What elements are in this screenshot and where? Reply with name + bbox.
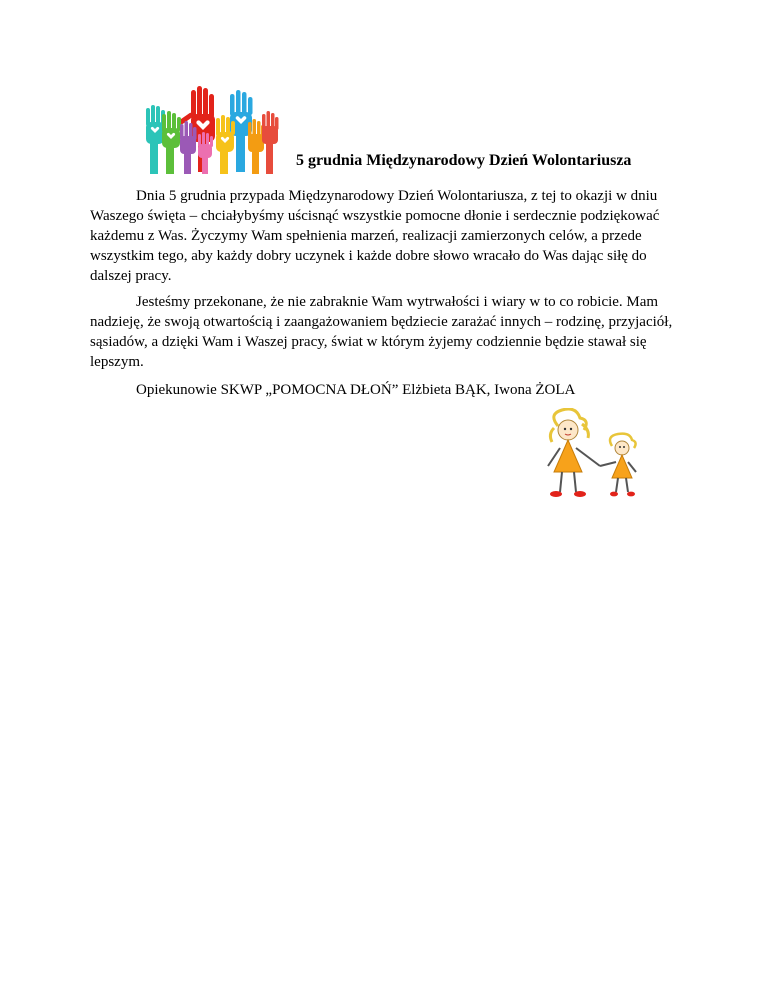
hand-purple [180, 121, 197, 174]
page-title: 5 grudnia Międzynarodowy Dzień Wolontariusza [296, 152, 632, 169]
signature-line: Opiekunowie SKWP „POMOCNA DŁOŃ” Elżbieta BĄK, Iwona ŻOLA [136, 382, 576, 398]
small-girl-figure [600, 434, 636, 497]
hand-green [162, 111, 181, 174]
paragraph-wishes: Jesteśmy przekonane, że nie zabraknie Wam wytrwałości i wiary w to co robicie. Mam nadzieję, że swoją otwartością i zaangażowaniem będziecie zarażać innych – rodzinę, przyjaciół, sąsiadów, a dzięki Wam i Waszej pracy, świat w którym żyjemy codziennie będzie stawał się lepszym. [90, 294, 673, 370]
colorful-hands-icon [136, 86, 286, 180]
big-girl-figure [548, 409, 600, 497]
hand-red-right [262, 111, 279, 174]
hand-red-large [178, 86, 215, 172]
two-girls-holding-hands-icon [538, 408, 648, 500]
hand-yellow [216, 115, 235, 174]
paragraph-greeting: Dnia 5 grudnia przypada Międzynarodowy Dzień Wolontariusza, z tej to okazji w dniu Waszego święta – chciałybyśmy uścisnąć wszystkie pomocne dłonie i serdecznie podziękować każdemu z Was. Życzymy Wam spełnienia marzeń, realizacji zamierzonych celów, a przede wszystkim tego, aby każdy dobry uczynek i każde dobre słowo wracało do Was dając siłę do dalszej pracy. [90, 188, 660, 284]
